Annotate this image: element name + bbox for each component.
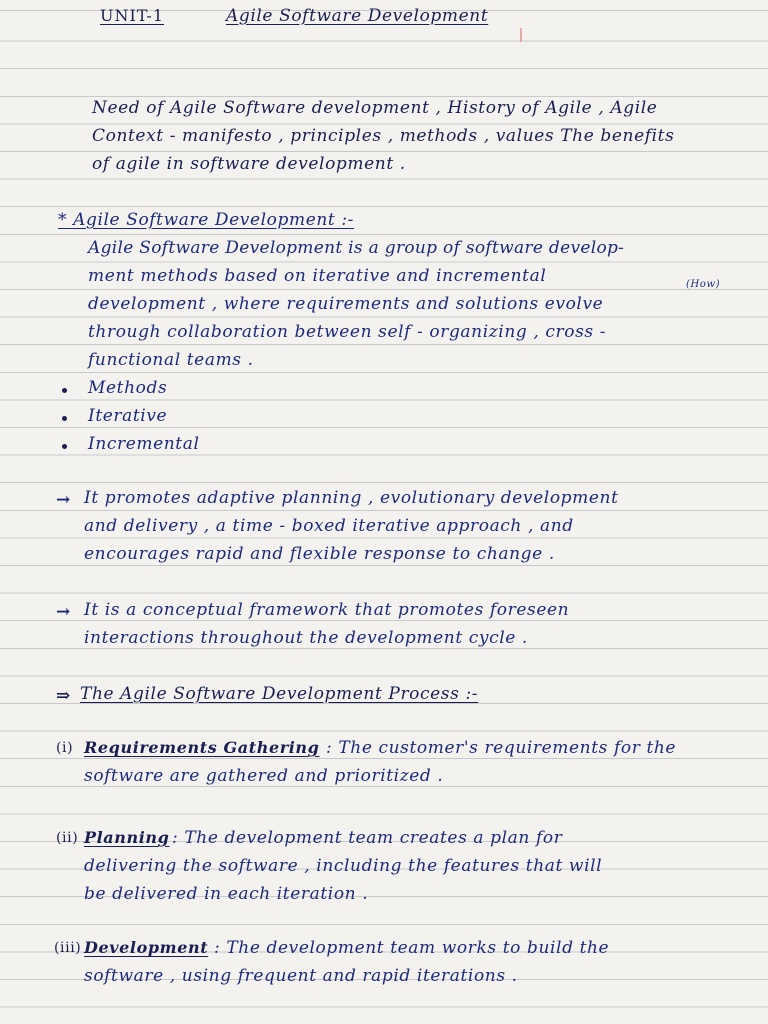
step-1-title: Requirements Gathering (84, 738, 320, 757)
point-1-line-2: and delivery , a time - boxed iterative approach , and (84, 516, 574, 536)
point-1-arrow: → (56, 490, 71, 510)
point-1-line-3: encourages rapid and flexible response to change . (84, 544, 555, 564)
bullet-dot (62, 416, 67, 421)
definition-line-4: through collaboration between self - organizing , cross - (88, 322, 607, 342)
unit-label: UNIT-1 (100, 6, 164, 25)
step-3-title: Development (84, 938, 209, 957)
step-1-line-2: software are gathered and prioritized . (84, 766, 444, 786)
intro-line-3: of agile in software development . (92, 154, 406, 174)
definition-line-2: ment methods based on iterative and incremental (88, 266, 547, 286)
step-3-number: (iii) (54, 940, 82, 956)
intro-line-2: Context - manifesto , principles , methods , values The benefits (92, 126, 675, 146)
bullet-incremental: Incremental (88, 434, 200, 454)
margin-mark (520, 28, 522, 42)
point-2-line-1: It is a conceptual framework that promotes foreseen (84, 600, 570, 620)
step-2-line-1: : The development team creates a plan for (172, 828, 563, 848)
point-2-line-2: interactions throughout the development cycle . (84, 628, 528, 648)
page-title: Agile Software Development (226, 6, 489, 26)
process-arrow: ⇒ (56, 686, 71, 706)
step-3-line-2: software , using frequent and rapid iterations . (84, 966, 518, 986)
definition-line-5: functional teams . (88, 350, 254, 370)
step-2-title: Planning (84, 828, 170, 847)
annotation-how: (How) (686, 279, 721, 290)
step-1-number: (i) (56, 740, 74, 756)
process-heading: The Agile Software Development Process :- (80, 684, 479, 704)
step-2-number: (ii) (56, 830, 79, 846)
definition-line-3: development , where requirements and solutions evolve (88, 294, 604, 314)
intro-line-1: Need of Agile Software development , History of Agile , Agile (92, 98, 658, 118)
point-1-line-1: It promotes adaptive planning , evolutionary development (84, 488, 619, 508)
section-heading: * Agile Software Development :- (58, 210, 355, 230)
bullet-iterative: Iterative (88, 406, 168, 426)
point-2-arrow: → (56, 602, 71, 622)
bullet-methods: Methods (88, 378, 168, 398)
step-2-line-2: delivering the software , including the features that will (84, 856, 603, 876)
step-1-line-1: : The customer's requirements for the (326, 738, 677, 758)
bullet-dot (62, 444, 67, 449)
step-3-line-1: : The development team works to build the (214, 938, 610, 958)
bullet-dot (62, 388, 67, 393)
definition-line-1: Agile Software Development is a group of software develop- (88, 238, 625, 258)
step-2-line-3: be delivered in each iteration . (84, 884, 369, 904)
